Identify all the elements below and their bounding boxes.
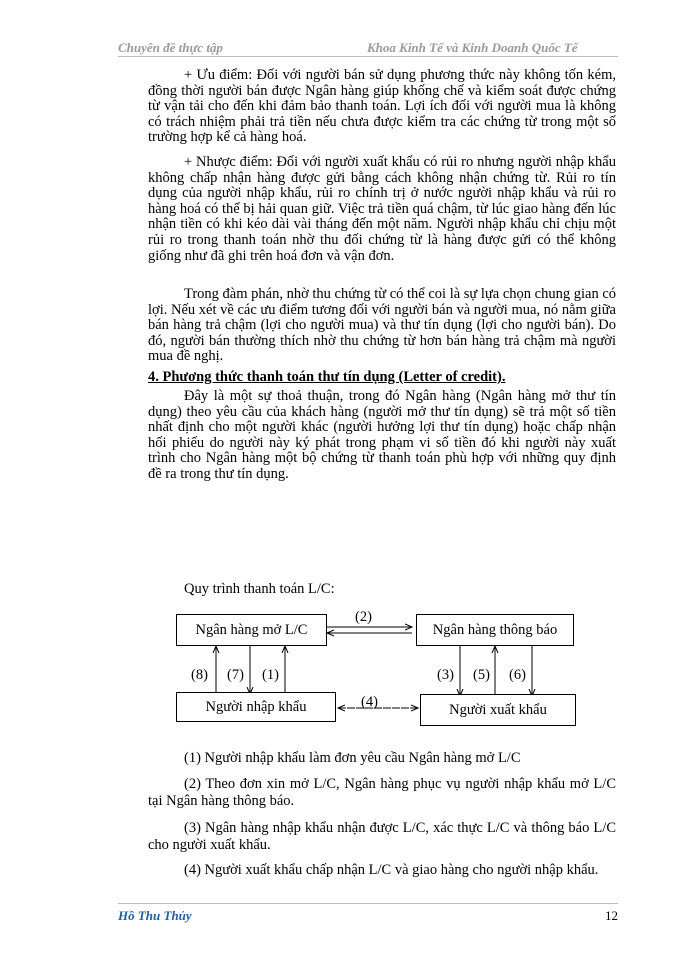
label-6: (6) xyxy=(509,667,526,683)
label-5: (5) xyxy=(473,667,490,683)
page-number: 12 xyxy=(605,908,618,923)
label-2: (2) xyxy=(355,609,372,625)
label-7: (7) xyxy=(227,667,244,683)
header-left: Chuyên đề thực tập xyxy=(118,40,223,55)
box-opening-bank: Ngân hàng mở L/C xyxy=(176,614,327,646)
box-exporter: Người xuất khẩu xyxy=(420,694,576,726)
paragraph-definition: Đây là một sự thoả thuận, trong đó Ngân hàng (Ngân hàng mở thư tín dụng) theo yêu cầu của khách hàng (người mở thư tín dụng) sẽ trả một số tiền nhất định cho một người khác (người hưởng lợi thư tín dụng) hoặc chấp nhận hối phiếu do người này ký phát trong phạm vi số tiền đó khi người này xuất trình cho Ngân hàng một bộ chứng từ thanh toán phù hợp với những quy định đề ra trong thư tín dụng. xyxy=(148,388,616,482)
paragraph-advantages: + Ưu điểm: Đối với người bán sử dụng phương thức này không tốn kém, đồng thời người bán được Ngân hàng giúp khống chế và kiểm soát được chứng từ vận tải cho đến khi đảm bảo thanh toán. Lợi ích đối với người mua là không có trách nhiệm phải trả tiền nếu chưa được kiểm tra các chứng từ trong một số trường hợp kể cả hàng hoá. xyxy=(148,67,616,146)
header-right: Khoa Kinh Tế và Kinh Doanh Quốc Tế xyxy=(367,40,578,55)
step-1: (1) Người nhập khẩu làm đơn yêu cầu Ngân hàng mở L/C xyxy=(184,750,521,766)
step-3: (3) Ngân hàng nhập khẩu nhận được L/C, xác thực L/C và thông báo L/C cho người xuất khẩu. xyxy=(148,820,616,853)
footer-divider xyxy=(118,903,618,904)
step-4: (4) Người xuất khẩu chấp nhận L/C và giao hàng cho người nhập khẩu. xyxy=(184,862,599,878)
label-4: (4) xyxy=(361,694,378,710)
step-2: (2) Theo đơn xin mở L/C, Ngân hàng phục vụ người nhập khẩu mở L/C tại Ngân hàng thông báo. xyxy=(148,776,616,809)
section-heading: 4. Phương thức thanh toán thư tín dụng (Letter of credit). xyxy=(148,369,506,385)
diagram-caption: Quy trình thanh toán L/C: xyxy=(184,581,335,597)
paragraph-negotiation: Trong đàm phán, nhờ thu chứng từ có thể coi là sự lựa chọn chung gian có lợi. Nếu xét về các ưu điểm tương đối với người bán và người mua, nó nằm giữa bán hàng trả chậm (lợi cho người mua) và thư tín dụng (lợi cho người bán). Do đó, người bán thường thích nhờ thu chứng từ hơn bán hàng trả chậm mà người mua đề nghị. xyxy=(148,286,617,365)
box-importer: Người nhập khẩu xyxy=(176,692,336,722)
label-3: (3) xyxy=(437,667,454,683)
paragraph-disadvantages: + Nhược điểm: Đối với người xuất khẩu có rủi ro nhưng người nhập khẩu không chấp nhận hàng được gửi bằng cách không nhận chứng từ. Rủi ro tín dụng của người nhập khẩu, rủi ro chính trị ở nước người nhập khẩu và rủi ro hàng hoá có thể bị hải quan giữ. Việc trả tiền quá chậm, từ lúc giao hàng đến lúc nhận tiền có khi kéo dài vài tháng đến một năm. Người nhập khẩu chỉ chịu một rủi ro trong thanh toán nhờ thu đối chứng từ là hàng được gửi có thể không giống như đã ghi trên hoá đơn và vận đơn. xyxy=(148,154,616,264)
box-advising-bank: Ngân hàng thông báo xyxy=(416,614,574,646)
footer-author: Hồ Thu Thủy xyxy=(118,908,192,923)
label-1: (1) xyxy=(262,667,279,683)
label-8: (8) xyxy=(191,667,208,683)
